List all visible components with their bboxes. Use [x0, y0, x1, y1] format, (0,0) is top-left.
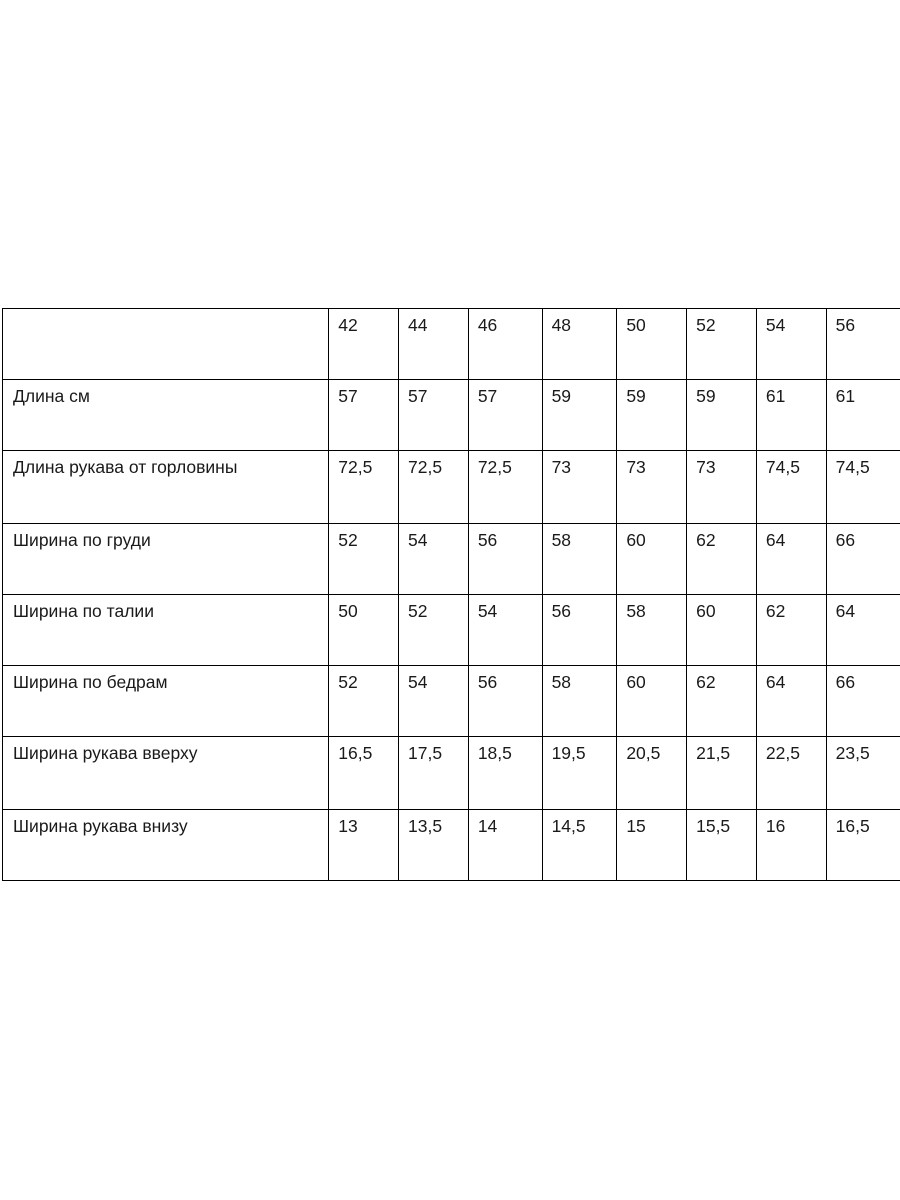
measurement-label: Длина см: [3, 380, 329, 451]
measurement-value: 59: [542, 380, 617, 451]
measurement-value: 56: [468, 666, 542, 737]
measurement-value: 20,5: [617, 737, 687, 810]
measurement-value: 72,5: [468, 451, 542, 524]
measurement-value: 64: [826, 595, 900, 666]
measurement-value: 16,5: [826, 810, 900, 881]
measurement-value: 52: [329, 666, 399, 737]
size-header-cell: 44: [399, 309, 469, 380]
size-header-cell: 50: [617, 309, 687, 380]
measurement-value: 62: [756, 595, 826, 666]
measurement-value: 66: [826, 524, 900, 595]
measurement-value: 59: [687, 380, 757, 451]
measurement-value: 73: [617, 451, 687, 524]
measurement-value: 13: [329, 810, 399, 881]
measurement-value: 18,5: [468, 737, 542, 810]
measurement-value: 19,5: [542, 737, 617, 810]
measurement-value: 57: [399, 380, 469, 451]
measurement-value: 74,5: [826, 451, 900, 524]
measurement-value: 17,5: [399, 737, 469, 810]
measurement-value: 52: [399, 595, 469, 666]
corner-cell: [3, 309, 329, 380]
size-table-body: [3, 309, 900, 881]
size-header-cell: 48: [542, 309, 617, 380]
measurement-value: 16: [756, 810, 826, 881]
measurement-value: 54: [399, 524, 469, 595]
measurement-value: 54: [468, 595, 542, 666]
measurement-value: 14,5: [542, 810, 617, 881]
size-chart-table: [2, 308, 900, 881]
measurement-label: Ширина рукава вверху: [3, 737, 329, 810]
measurement-value: 73: [542, 451, 617, 524]
measurement-value: 22,5: [756, 737, 826, 810]
measurement-row: [3, 380, 900, 451]
measurement-label: Ширина по талии: [3, 595, 329, 666]
measurement-value: 58: [542, 666, 617, 737]
size-header-cell: 52: [687, 309, 757, 380]
measurement-value: 54: [399, 666, 469, 737]
measurement-value: 56: [542, 595, 617, 666]
measurement-row: [3, 524, 900, 595]
measurement-row: [3, 737, 900, 810]
measurement-value: 21,5: [687, 737, 757, 810]
measurement-value: 16,5: [329, 737, 399, 810]
measurement-value: 60: [617, 666, 687, 737]
measurement-label: Ширина по груди: [3, 524, 329, 595]
measurement-row: [3, 451, 900, 524]
measurement-value: 60: [687, 595, 757, 666]
measurement-value: 62: [687, 666, 757, 737]
measurement-value: 58: [617, 595, 687, 666]
measurement-value: 57: [468, 380, 542, 451]
measurement-label: Ширина по бедрам: [3, 666, 329, 737]
measurement-value: 50: [329, 595, 399, 666]
size-header-cell: 42: [329, 309, 399, 380]
measurement-value: 62: [687, 524, 757, 595]
measurement-label: Длина рукава от горловины: [3, 451, 329, 524]
measurement-value: 64: [756, 524, 826, 595]
measurement-value: 23,5: [826, 737, 900, 810]
measurement-row: [3, 595, 900, 666]
measurement-value: 72,5: [329, 451, 399, 524]
measurement-value: 66: [826, 666, 900, 737]
size-header-cell: 54: [756, 309, 826, 380]
measurement-label: Ширина рукава внизу: [3, 810, 329, 881]
measurement-value: 57: [329, 380, 399, 451]
header-row: [3, 309, 900, 380]
size-header-cell: 56: [826, 309, 900, 380]
measurement-value: 59: [617, 380, 687, 451]
measurement-value: 73: [687, 451, 757, 524]
measurement-value: 60: [617, 524, 687, 595]
measurement-value: 61: [826, 380, 900, 451]
size-header-cell: 46: [468, 309, 542, 380]
measurement-row: [3, 810, 900, 881]
measurement-value: 15: [617, 810, 687, 881]
measurement-value: 56: [468, 524, 542, 595]
measurement-value: 74,5: [756, 451, 826, 524]
measurement-value: 61: [756, 380, 826, 451]
measurement-value: 64: [756, 666, 826, 737]
measurement-value: 52: [329, 524, 399, 595]
measurement-value: 14: [468, 810, 542, 881]
measurement-value: 72,5: [399, 451, 469, 524]
measurement-value: 15,5: [687, 810, 757, 881]
measurement-value: 58: [542, 524, 617, 595]
measurement-value: 13,5: [399, 810, 469, 881]
measurement-row: [3, 666, 900, 737]
